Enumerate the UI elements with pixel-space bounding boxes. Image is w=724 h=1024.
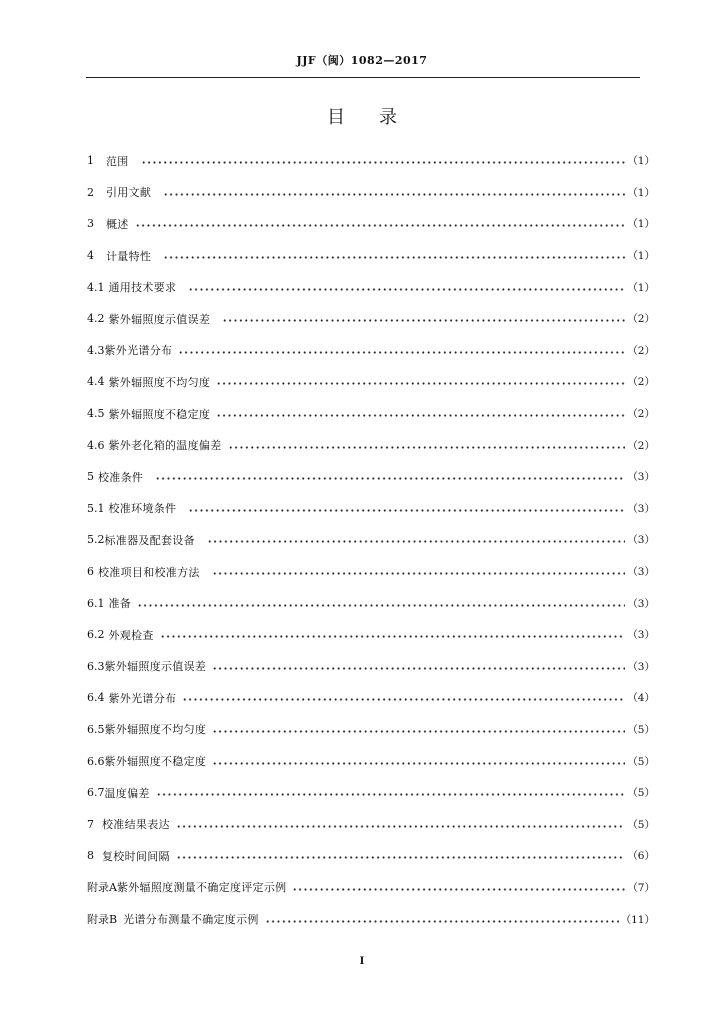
toc-entry-page: （7） [627, 881, 655, 894]
toc-entry-number: 4.3 [87, 343, 105, 357]
toc-dot-leader [176, 856, 626, 859]
toc-entry-number: 4 [87, 249, 94, 263]
toc-entry-page: （3） [627, 629, 655, 642]
toc-entry-label: 校准结果表达 [102, 818, 170, 832]
toc-entry-page: （2） [627, 376, 655, 389]
toc-entry-page: （1） [627, 186, 655, 199]
toc-entry-label: 计量特性 [106, 249, 152, 263]
toc-dot-leader [163, 256, 625, 259]
toc-entry-number: 4.4 [87, 375, 105, 389]
toc-entry-number: 8 [87, 849, 94, 863]
toc-entry [87, 177, 655, 209]
toc-entry-label: 校准条件 [98, 470, 144, 484]
toc-entry-page: （2） [627, 408, 655, 421]
toc-entry-page: （5） [627, 787, 655, 800]
header-divider [86, 77, 640, 78]
toc-entry-number: 5.1 [87, 501, 105, 515]
toc-entry-label: 紫外光谱分布 [108, 691, 177, 705]
toc-entry [87, 366, 655, 398]
toc-entry-number: 2 [87, 185, 94, 199]
toc-dot-leader [178, 351, 625, 354]
toc-dot-leader [137, 604, 625, 607]
toc-entry-label: 光谱分布测量不确定度示例 [123, 913, 259, 927]
toc-entry-page: （5） [627, 818, 655, 831]
toc-entry-page: （1） [627, 155, 655, 168]
toc-entry-label: 校准环境条件 [108, 502, 177, 516]
toc-entry-label: 紫外辐照度不均匀度 [104, 723, 207, 737]
toc-entry-number: 附录B [87, 913, 118, 927]
toc-dot-leader [188, 288, 625, 291]
toc-entry-page: （4） [627, 692, 655, 705]
toc-dot-leader [141, 161, 626, 164]
toc-entry-label: 范围 [106, 154, 129, 168]
toc-entry [87, 271, 655, 303]
toc-entry [87, 398, 655, 430]
toc-entry-page: （1） [627, 218, 655, 231]
toc-entry-page: （2） [627, 313, 655, 326]
toc-dot-leader [160, 635, 626, 638]
toc-entry-label: 通用技术要求 [108, 281, 177, 295]
toc-entry-page: （3） [627, 471, 655, 484]
toc-entry [87, 651, 655, 683]
toc-entry-label: 引用文献 [106, 186, 152, 200]
toc-entry [87, 145, 655, 177]
toc-entry-label: 紫外辐照度不均匀度 [108, 375, 211, 389]
toc-entry-number: 附录A [87, 881, 117, 895]
toc-title: 目录 [327, 107, 431, 128]
toc-entry-label: 概述 [106, 217, 129, 231]
toc-entry [87, 777, 655, 809]
toc-entry-label: 紫外辐照度不稳定度 [104, 755, 207, 769]
toc-entry-label: 紫外辐照度不稳定度 [108, 407, 211, 421]
toc-entry [87, 524, 655, 556]
toc-dot-leader [156, 793, 626, 796]
toc-entry-page: （5） [627, 755, 655, 768]
toc-dot-leader [212, 762, 625, 765]
toc-entry [87, 493, 655, 525]
toc-entry-label: 温度偏差 [104, 786, 150, 800]
toc-entry-page: （3） [627, 566, 655, 579]
toc-dot-leader [188, 509, 625, 512]
toc-entry-page: （3） [627, 502, 655, 515]
toc-entry-number: 6.1 [87, 596, 105, 610]
toc-entry-page: （1） [627, 281, 655, 294]
toc-dot-leader [222, 319, 625, 322]
toc-entry [87, 240, 655, 272]
toc-dot-leader [155, 477, 625, 480]
toc-entry-number: 4.6 [87, 438, 105, 452]
toc-dot-leader [135, 224, 626, 227]
toc-entry-page: （6） [627, 850, 655, 863]
toc-entry-number: 6.4 [87, 691, 105, 705]
toc-entry-number: 6.3 [87, 659, 105, 673]
toc-dot-leader [182, 698, 625, 701]
toc-entry-number: 1 [87, 154, 94, 168]
toc-entry [87, 745, 655, 777]
toc-entry-number: 5 [87, 470, 94, 484]
toc-entry-page: （5） [627, 723, 655, 736]
toc-entry-number: 6.5 [87, 722, 105, 736]
toc-entry-label: 外观检查 [108, 628, 154, 642]
toc-dot-leader [216, 382, 625, 385]
table-of-contents [87, 145, 655, 935]
toc-entry-label: 紫外辐照度测量不确定度评定示例 [116, 881, 287, 895]
toc-entry [87, 303, 655, 335]
toc-entry [87, 903, 655, 935]
toc-entry [87, 872, 655, 904]
toc-entry-page: （2） [627, 344, 655, 357]
toc-entry-page: （3） [627, 597, 655, 610]
toc-entry-page: （11） [620, 913, 655, 926]
toc-entry [87, 587, 655, 619]
toc-entry-number: 7 [87, 817, 94, 831]
toc-entry-number: 4.5 [87, 407, 105, 421]
toc-entry-label: 紫外老化箱的温度偏差 [108, 439, 222, 453]
toc-entry [87, 429, 655, 461]
toc-entry-label: 校准项目和校准方法 [98, 565, 200, 579]
toc-entry-label: 紫外辐照度示值误差 [108, 312, 211, 326]
toc-entry [87, 335, 655, 367]
toc-entry-label: 准备 [108, 597, 132, 611]
toc-dot-leader [176, 825, 626, 828]
toc-entry-number: 3 [87, 217, 94, 231]
toc-entry-number: 6 [87, 565, 94, 579]
toc-dot-leader [207, 540, 625, 543]
toc-entry-page: （1） [627, 250, 655, 263]
toc-dot-leader [216, 414, 625, 417]
toc-dot-leader [292, 888, 625, 891]
toc-dot-leader [228, 446, 626, 449]
toc-entry [87, 808, 655, 840]
toc-entry [87, 840, 655, 872]
toc-entry-label: 紫外辐照度示值误差 [104, 660, 207, 674]
toc-entry-label: 复校时间间隔 [102, 849, 170, 863]
toc-entry-page: （2） [627, 439, 655, 452]
toc-dot-leader [212, 667, 625, 670]
document-code-header: JJF（闽）1082—2017 [296, 54, 428, 67]
toc-entry [87, 619, 655, 651]
toc-entry-number: 4.2 [87, 312, 105, 326]
toc-entry-number: 6.6 [87, 754, 105, 768]
toc-entry-number: 5.2 [87, 533, 105, 547]
toc-entry-page: （3） [627, 534, 655, 547]
toc-entry [87, 682, 655, 714]
toc-entry [87, 556, 655, 588]
toc-dot-leader [265, 920, 619, 923]
page-number: I [359, 956, 365, 967]
toc-entry-number: 6.2 [87, 628, 105, 642]
toc-entry-number: 4.1 [87, 280, 105, 294]
toc-entry-number: 6.7 [87, 786, 105, 800]
toc-entry-page: （3） [627, 660, 655, 673]
toc-dot-leader [212, 572, 626, 575]
toc-entry [87, 461, 655, 493]
toc-entry-label: 标准器及配套设备 [104, 533, 195, 547]
toc-dot-leader [212, 730, 625, 733]
toc-entry [87, 208, 655, 240]
toc-entry-label: 紫外光谱分布 [104, 344, 173, 358]
toc-dot-leader [163, 193, 625, 196]
toc-entry [87, 714, 655, 746]
